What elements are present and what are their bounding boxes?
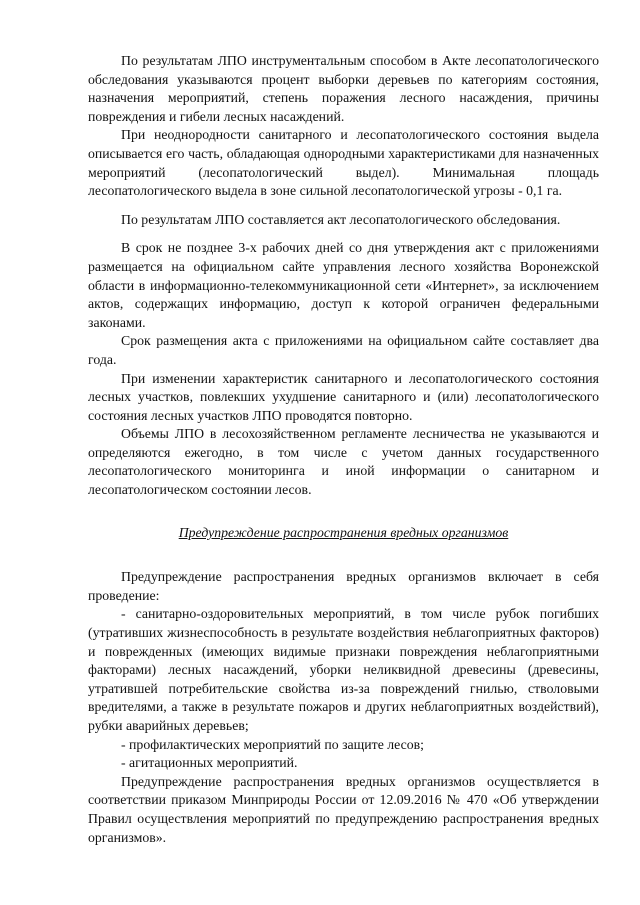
document-body [88,52,599,847]
paragraph: Объемы ЛПО в лесохозяйственном регламенте лесничества не указываются и определяются ежегодно, в том числе с учетом данных государственного лесопатологического мониторинга и иной информации о санитарном и лесопатологическом состоянии лесов. [88,426,599,498]
paragraph: В срок не позднее 3-х рабочих дней со дня утверждения акт с приложениями размещается на официальном сайте управления лесного хозяйства Воронежской области в информационно-телекоммуникационной сети «Интернет», за исключением актов, содержащих информацию, доступ к которой ограничен федеральными законами. [88,240,599,330]
paragraph: Срок размещения акта с приложениями на официальном сайте составляет два года. [88,333,599,367]
section-heading: Предупреждение распространения вредных организмов [178,524,509,540]
paragraph: По результатам ЛПО составляется акт лесопатологического обследования. [121,211,561,227]
list-item: - санитарно-оздоровительных мероприятий, в том числе рубок погибших (утративших жизнеспособность в результате воздействия неблагоприятных факторов) и поврежденных (имеющих видимые признаки повреждения неблагоприятными факторами) лесных насаждений, уборки неликвидной древесины (древесины, утратившей потребительские свойства из-за повреждений гнилью, стволовыми вредителями, а также в результате пожаров и других неблагоприятных воздействий), рубки аварийных деревьев; [88,606,599,733]
intro-paragraph: Предупреждение распространения вредных организмов включает в себя проведение: [88,569,599,603]
list-item: - профилактических мероприятий по защите лесов; [121,736,424,752]
list-item: - агитационных мероприятий. [121,755,298,771]
paragraph: При неоднородности санитарного и лесопатологического состояния выдела описывается его часть, обладающая однородными характеристиками для назначенных мероприятий (лесопатологический выдел). Минимальная площадь лесопатологического выдела в зоне сильной лесопатологической угрозы - 0,1 га. [88,127,599,199]
closing-paragraph: Предупреждение распространения вредных организмов осуществляется в соответствии приказом Минприроды России от 12.09.2016 № 470 «Об утверждении Правил осуществления мероприятий по предупреждению распространения вредных организмов». [88,773,599,845]
paragraph: При изменении характеристик санитарного и лесопатологического состояния лесных участков, повлекших ухудшение санитарного и (или) лесопатологического состояния лесных участков ЛПО проводятся повторно. [88,370,599,423]
paragraph: По результатам ЛПО инструментальным способом в Акте лесопатологического обследования указываются процент выборки деревьев по категориям состояния, назначения мероприятий, степень поражения лесного насаждения, причины повреждения и гибели лесных насаждений. [88,53,599,124]
